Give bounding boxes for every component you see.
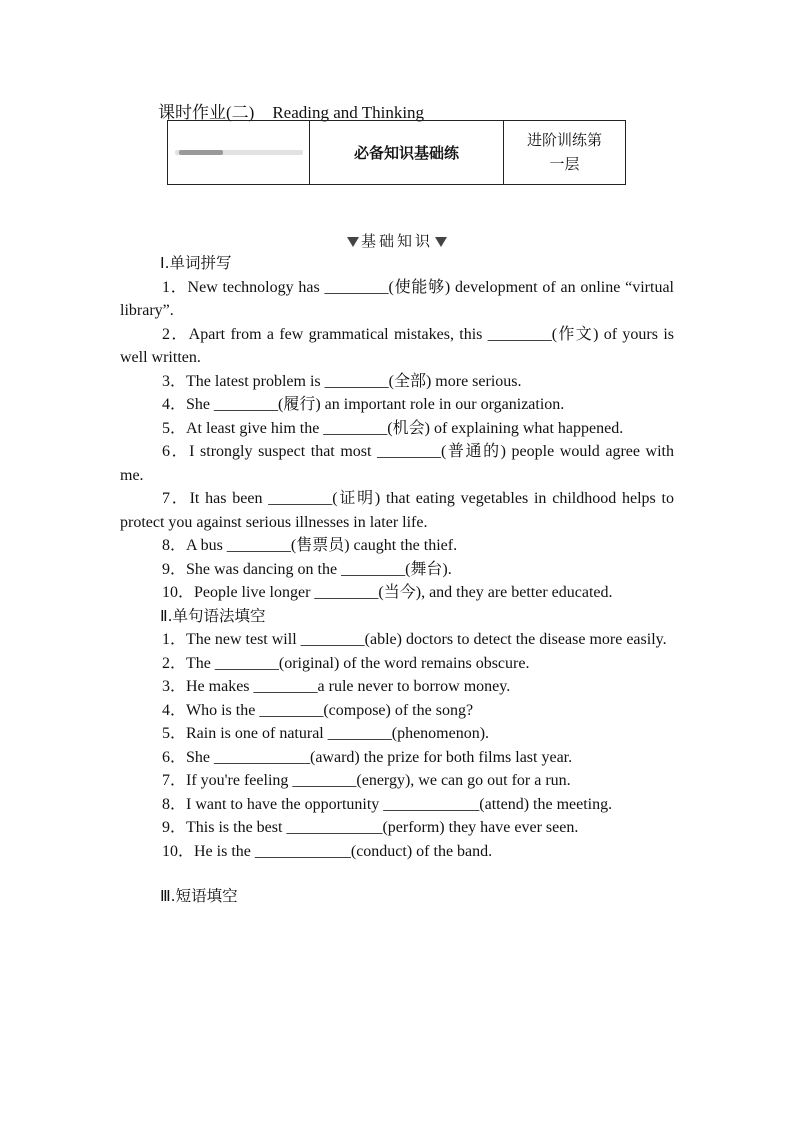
part1-item: 8．A bus ________(售票员) caught the thief. [162,537,458,554]
triangle-down-icon [435,237,447,247]
progress-logo-icon [175,150,303,155]
section-heading [0,230,794,251]
part2-item: 10．He is the ____________(conduct) of the band. [162,842,493,860]
part1-item: 7．It has been ________(证明) that eating vegetables in childhood helps to protect you against serious illnesses in later life. [120,490,674,531]
part2-item: 2．The ________(original) of the word remains obscure. [162,654,530,672]
part1-item: 5．At least give him the ________(机会) of explaining what happened. [162,419,624,437]
triangle-down-icon [347,237,359,247]
part1-item: 3．The latest problem is ________(全部) more serious. [162,372,522,390]
part2-title: Ⅱ.单句语法填空 [160,606,266,625]
part1-item: 9．She was dancing on the ________(舞台). [162,560,452,578]
part1-item: 1．New technology has ________(使能够) development of an online “virtual library”. [120,278,674,319]
header-right-cell [504,121,626,185]
part2-item: 8．I want to have the opportunity ____________(attend) the meeting. [162,795,613,813]
header-logo-cell [168,121,310,185]
part2-item: 4．Who is the ________(compose) of the song? [162,701,474,719]
title-cn: 课时作业(二) [158,103,255,122]
header-middle-cell: 必备知识基础练 [310,121,504,185]
part2-item: 5．Rain is one of natural ________(phenomenon). [162,725,490,742]
header-right-line2: 一层 [549,156,580,173]
part1-item: 10．People live longer ________(当今), and they are better educated. [162,584,613,601]
part1-item: 4．She ________(履行) an important role in our organization. [162,396,565,413]
section-heading-text: 基础知识 [360,232,433,250]
part1-item: 6．I strongly suspect that most ________(普通的) people would agree with me. [120,443,674,484]
part2-item: 6．She ____________(award) the prize for both films last year. [162,748,573,766]
header-right-line1: 进阶训练第 [526,132,602,149]
title-en: Reading and Thinking [272,103,425,122]
part2-item: 1．The new test will ________(able) doctors to detect the disease more easily. [162,631,667,648]
header-table [167,120,626,185]
exercise-content [120,252,674,909]
part2-item: 9．This is the best ____________(perform) they have ever seen. [162,819,579,836]
part3-title: Ⅲ.短语填空 [160,887,238,905]
part2-item: 7．If you're feeling ________(energy), we can go out for a run. [162,772,571,789]
part2-item: 3．He makes ________a rule never to borrow money. [162,678,511,695]
part1-item: 2．Apart from a few grammatical mistakes, this ________(作文) of yours is well written. [120,325,674,366]
part1-title: Ⅰ.单词拼写 [160,254,232,272]
